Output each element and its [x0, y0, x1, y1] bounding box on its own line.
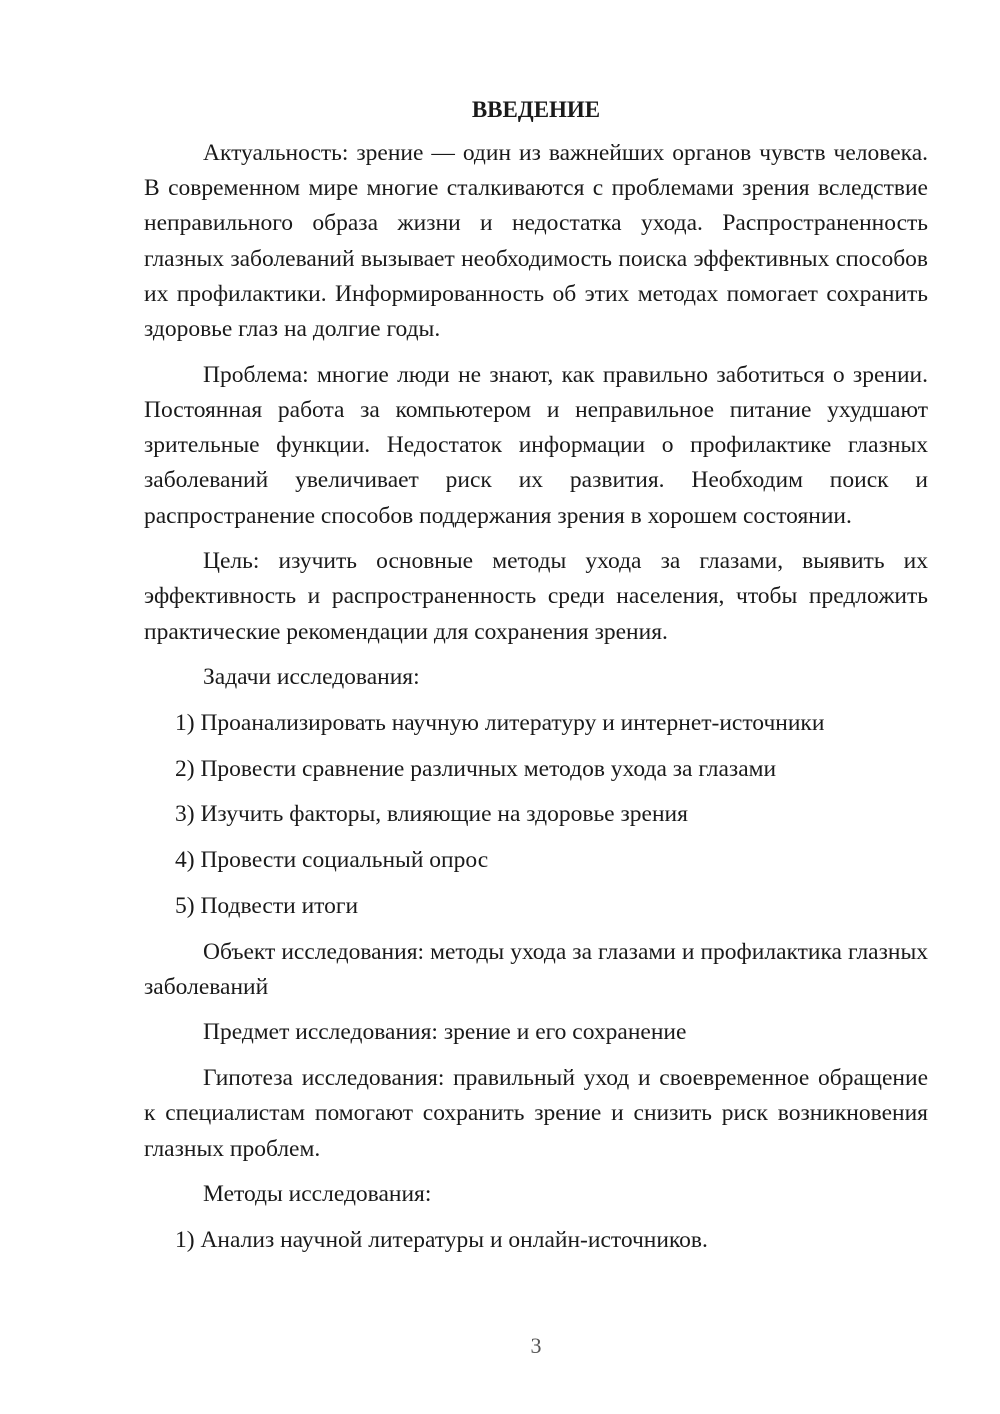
methods-heading: Методы исследования: [203, 1181, 432, 1208]
hypothesis-paragraph: Гипотеза исследования: правильный уход и своевременное обращение к специалистам помогают сохранить зрение и снизить риск возникновения глазных проблем. [144, 1065, 928, 1162]
tasks-heading: Задачи исследования: [203, 664, 420, 691]
object-paragraph: Объект исследования: методы ухода за глазами и профилактика глазных заболеваний [144, 938, 928, 1000]
page-number: 3 [530, 1333, 542, 1358]
goal-paragraph: Цель: изучить основные методы ухода за глазами, выявить их эффективность и распространенность среди населения, чтобы предложить практические рекомендации для сохранения зрения. [144, 548, 928, 645]
task-item: 2) Провести сравнение различных методов ухода за глазами [175, 755, 777, 782]
method-item: 1) Анализ научной литературы и онлайн-источников. [175, 1226, 708, 1253]
relevance-paragraph: Актуальность: зрение — один из важнейших органов чувств человека. В современном мире многие сталкиваются с проблемами зрения вследствие неправильного образа жизни и недостатка ухода. Распространенность глазных заболеваний вызывает необходимость поиска эффективных способов их профилактики. Информированность об этих методах помогает сохранить здоровье глаз на долгие годы. [144, 140, 928, 343]
task-item: 5) Подвести итоги [175, 892, 359, 919]
task-item: 4) Провести социальный опрос [175, 847, 489, 874]
problem-paragraph: Проблема: многие люди не знают, как правильно заботиться о зрении. Постоянная работа за компьютером и неправильное питание ухудшают зрительные функции. Недостаток информации о профилактике глазных заболеваний увеличивает риск их развития. Необходим поиск и распространение способов поддержания зрения в хорошем состоянии. [144, 361, 928, 529]
task-item: 1) Проанализировать научную литературу и интернет-источники [175, 710, 825, 737]
task-item: 3) Изучить факторы, влияющие на здоровье зрения [175, 801, 688, 828]
page-content [144, 92, 928, 1269]
subject-paragraph: Предмет исследования: зрение и его сохранение [203, 1019, 687, 1046]
section-heading: ВВЕДЕНИЕ [471, 97, 601, 122]
